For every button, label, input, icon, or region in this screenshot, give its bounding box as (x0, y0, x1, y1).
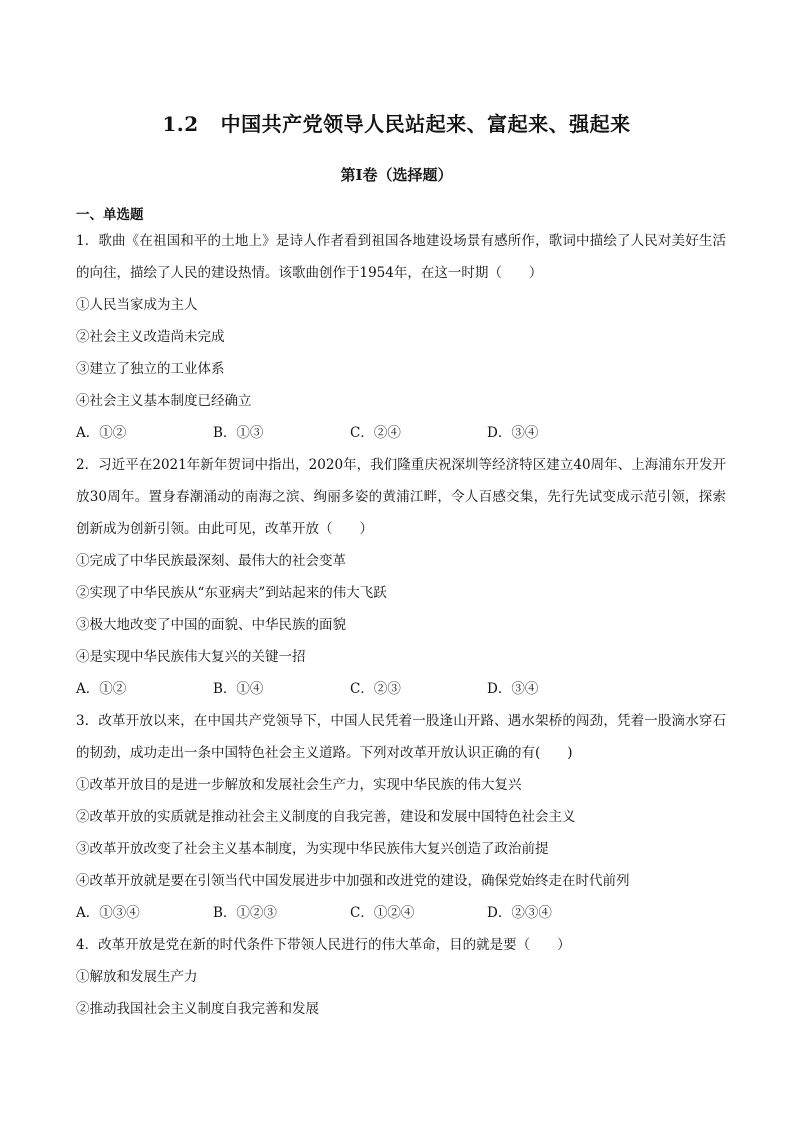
question-stem: 1．歌曲《在祖国和平的土地上》是诗人作者看到祖国各地建设场景有感所作，歌词中描绘了人民对美好生活的向往，描绘了人民的建设热情。该歌曲创作于1954年，在这一时期（ ） (76, 233, 726, 281)
question-2 (76, 449, 726, 705)
option-d[interactable]: D．②③④ (487, 905, 552, 921)
option-c[interactable]: C．①②④ (350, 905, 415, 921)
statement-item: ③建立了独立的工业体系 (76, 361, 225, 377)
option-a[interactable]: A．①② (76, 681, 127, 697)
statement-item: ③极大地改变了中国的面貌、中华民族的面貌 (76, 617, 346, 633)
question-1 (76, 225, 726, 449)
answer-options (76, 417, 726, 449)
statement-item: ④社会主义基本制度已经确立 (76, 393, 252, 409)
volume-title: 第Ⅰ卷（选择题） (340, 166, 453, 184)
option-a[interactable]: A．①③④ (76, 905, 140, 921)
statement-item: ①人民当家成为主人 (76, 297, 198, 313)
statement-item: ②推动我国社会主义制度自我完善和发展 (76, 1001, 319, 1017)
question-list (76, 225, 726, 1025)
answer-options (76, 897, 726, 929)
statement-item: ④改革开放就是要在引领当代中国发展进步中加强和改进党的建设，确保党始终走在时代前列 (76, 873, 630, 889)
option-c[interactable]: C．②④ (350, 425, 401, 441)
question-stem: 2．习近平在2021年新年贺词中指出，2020年，我们隆重庆祝深圳等经济特区建立40周年、上海浦东开发开放30周年。置身春潮涌动的南海之滨、绚丽多姿的黄浦江畔，令人百感交集，先行先试变成示范引领，探索创新成为创新引领。由此可见，改革开放（ ） (76, 457, 726, 537)
statement-item: ③改革开放改变了社会主义基本制度，为实现中华民族伟大复兴创造了政治前提 (76, 841, 549, 857)
answer-options (76, 673, 726, 705)
statement-item: ①解放和发展生产力 (76, 969, 198, 985)
question-stem: 4．改革开放是党在新的时代条件下带领人民进行的伟大革命，目的就是要（ ） (76, 937, 571, 953)
option-b[interactable]: B．①③ (213, 425, 264, 441)
statement-item: ④是实现中华民族伟大复兴的关键一招 (76, 649, 306, 665)
statement-item: ①完成了中华民族最深刻、最伟大的社会变革 (76, 553, 346, 569)
statement-item: ②社会主义改造尚未完成 (76, 329, 225, 345)
question-4 (76, 929, 726, 1025)
title-number: 1.2 (162, 112, 199, 136)
question-stem: 3．改革开放以来，在中国共产党领导下，中国人民凭着一股逢山开路、遇水架桥的闯劲，凭着一股滴水穿石的韧劲，成功走出一条中国特色社会主义道路。下列对改革开放认识正确的有( ) (76, 713, 726, 761)
statement-item: ②改革开放的实质就是推动社会主义制度的自我完善，建设和发展中国特色社会主义 (76, 809, 576, 825)
title-text: 中国共产党领导人民站起来、富起来、强起来 (220, 112, 631, 136)
statement-item: ②实现了中华民族从“东亚病夫”到站起来的伟大飞跃 (76, 585, 387, 601)
statement-item: ①改革开放目的是进一步解放和发展社会生产力，实现中华民族的伟大复兴 (76, 777, 522, 793)
option-d[interactable]: D．③④ (487, 681, 539, 697)
option-d[interactable]: D．③④ (487, 425, 539, 441)
option-a[interactable]: A．①② (76, 425, 127, 441)
option-b[interactable]: B．①②③ (213, 905, 277, 921)
option-c[interactable]: C．②③ (350, 681, 401, 697)
section-heading: 一、单选题 (76, 207, 144, 223)
question-3 (76, 705, 726, 929)
document-title (0, 108, 793, 137)
option-b[interactable]: B．①④ (213, 681, 264, 697)
